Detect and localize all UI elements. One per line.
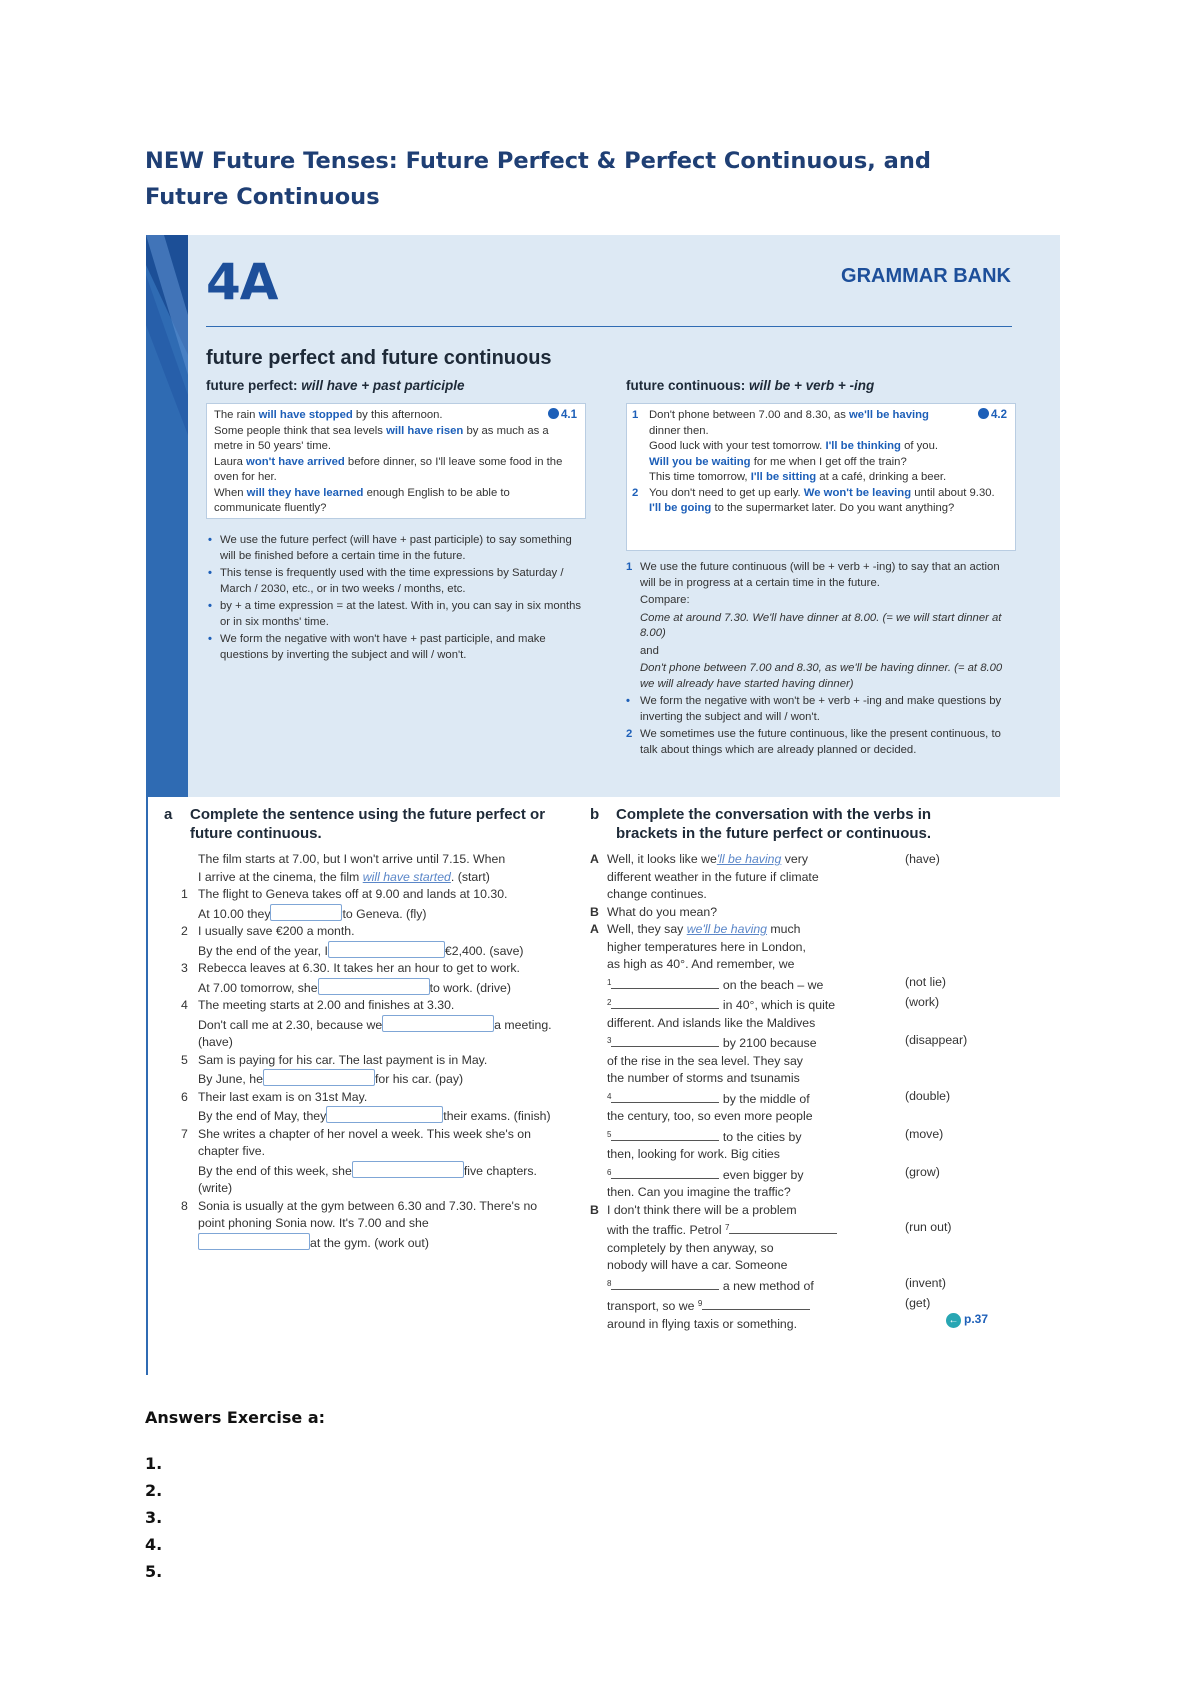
answer-input[interactable] xyxy=(611,976,719,989)
exercise-a-items xyxy=(164,851,564,1252)
line-text: nobody will have a car. Someone xyxy=(607,1258,788,1272)
list-item xyxy=(181,1126,564,1198)
list-item xyxy=(181,960,564,997)
future-continuous-rules xyxy=(626,560,1016,760)
example-sentence xyxy=(649,501,1008,517)
list-item xyxy=(181,886,564,923)
line-text: change continues. xyxy=(607,887,707,901)
example-sentence xyxy=(649,470,1008,486)
verb-hint: (double) xyxy=(905,1088,951,1103)
answer-input[interactable] xyxy=(611,1090,719,1103)
conversation-line xyxy=(607,1257,1010,1275)
rule-text: Come at around 7.30. We'll have dinner at 8.00. (= we will start dinner at 8.00) xyxy=(640,611,1002,639)
rule-number: 2 xyxy=(626,728,633,740)
speaker-label: A xyxy=(590,922,599,936)
example-text: enough English to be able to communicate fluently? xyxy=(214,486,510,514)
conversation-line xyxy=(590,921,1010,939)
item-number: 6 xyxy=(181,1089,188,1104)
example-sentence xyxy=(632,408,939,439)
example-highlight: Will you be waiting xyxy=(649,455,751,468)
answer-input[interactable] xyxy=(352,1161,464,1178)
item-text: Sonia is usually at the gym between 6.30 and 7.30. There's no point phoning Sonia now. It's 7.00 and she xyxy=(198,1198,538,1230)
example-text: before dinner, so I'll leave some food in the oven for her. xyxy=(214,455,563,483)
answer-input[interactable] xyxy=(611,1034,719,1047)
conversation-line xyxy=(607,1164,1010,1185)
speaker-icon xyxy=(978,408,989,419)
answer-line[interactable]: 3. xyxy=(145,1508,163,1527)
item-text: By June, he xyxy=(198,1072,263,1086)
answer-input[interactable] xyxy=(702,1297,810,1310)
future-perfect-examples xyxy=(206,403,586,519)
rule-item xyxy=(626,644,1016,660)
line-text: much xyxy=(767,922,801,936)
subtitle-prefix: future continuous: xyxy=(626,378,749,393)
answer-line[interactable]: 1. xyxy=(145,1454,163,1473)
conversation-line xyxy=(607,1240,1010,1258)
conversation-line xyxy=(607,974,1010,995)
document-title: NEW Future Tenses: Future Perfect & Perfect Continuous, and Future Continuous xyxy=(145,148,931,210)
item-text: At 7.00 tomorrow, she xyxy=(198,980,318,995)
example-text: Don't phone between 7.00 and 8.30, as xyxy=(649,409,850,421)
conversation-line xyxy=(607,869,1010,887)
exercise-b-instruction xyxy=(590,805,956,843)
answer-line[interactable]: 2. xyxy=(145,1481,163,1500)
item-number: 7 xyxy=(181,1126,188,1141)
item-text: By the end of May, they xyxy=(198,1109,327,1123)
speaker-label: B xyxy=(590,904,599,919)
unit-number: 4A xyxy=(206,253,278,311)
speaker-icon xyxy=(548,408,559,419)
example-highlight: We won't be leaving xyxy=(803,486,912,499)
line-text: on the beach – we xyxy=(719,977,824,992)
conversation-line xyxy=(607,1184,1010,1202)
exercise-a xyxy=(164,805,564,1252)
example-number: 1 xyxy=(632,409,639,421)
subtitle-prefix: future perfect: xyxy=(206,378,302,393)
example-sentence xyxy=(649,455,1008,471)
example-sentence xyxy=(214,486,578,517)
item-text: Sam is paying for his car. The last payment is in May. xyxy=(198,1052,488,1067)
line-text: to the cities by xyxy=(719,1129,802,1144)
example-highlight: I'll be thinking xyxy=(825,440,901,452)
example-sentence xyxy=(214,455,578,486)
answer-input[interactable] xyxy=(270,904,342,921)
example-text: Some people think that sea levels xyxy=(214,424,387,437)
list-item xyxy=(181,1089,564,1126)
line-text: by the middle of xyxy=(719,1091,810,1106)
rule-item: • by + a time expression = at the latest. With in, you can say in six months or in six months' time. xyxy=(206,599,586,630)
answer-input[interactable] xyxy=(611,1277,719,1290)
line-text: then. Can you imagine the traffic? xyxy=(607,1185,791,1199)
answers-title: Answers Exercise a: xyxy=(145,1408,326,1427)
conversation-line xyxy=(607,1146,1010,1164)
verb-hint: (not lie) xyxy=(905,974,947,989)
conversation-line xyxy=(607,1108,1010,1126)
verb-hint: (move) xyxy=(905,1126,944,1141)
instruction-text: Complete the conversation with the verbs in brackets in the future perfect or continuous. xyxy=(616,806,932,842)
line-text: completely by then anyway, so xyxy=(607,1240,774,1255)
answer-input[interactable] xyxy=(382,1015,494,1032)
rule-number: • xyxy=(626,695,630,707)
back-arrow-icon: ← xyxy=(946,1313,961,1328)
exercise-label: b xyxy=(590,806,600,823)
rule-item: • This tense is frequently used with the time expressions by Saturday / March / 2030, etc., or in two weeks / months, etc. xyxy=(206,566,586,597)
item-text: I usually save €200 a month. xyxy=(198,924,355,938)
answer-input[interactable] xyxy=(326,1106,443,1123)
list-item xyxy=(181,1198,564,1253)
conversation-line xyxy=(590,904,1010,922)
item-text: Don't call me at 2.30, because we xyxy=(198,1017,383,1032)
item-text: five chapters. (write) xyxy=(198,1163,537,1195)
answer-input[interactable] xyxy=(318,978,430,995)
item-text: The flight to Geneva takes off at 9.00 and lands at 10.30. xyxy=(198,887,508,901)
answer-input[interactable] xyxy=(729,1221,837,1234)
item-text: By the end of this week, she xyxy=(198,1163,352,1178)
verb-hint: (grow) xyxy=(905,1164,940,1179)
answers-list xyxy=(145,1450,162,1585)
future-perfect-rules xyxy=(206,533,586,665)
rule-item xyxy=(626,694,1016,725)
item-text: The meeting starts at 2.00 and finishes at 3.30. xyxy=(198,998,455,1012)
verb-hint: (invent) xyxy=(905,1275,947,1290)
line-text: around in flying taxis or something. xyxy=(607,1316,798,1331)
line-text: even bigger by xyxy=(719,1167,804,1182)
item-text: I arrive at the cinema, the film xyxy=(198,869,363,884)
item-number: 5 xyxy=(181,1052,188,1067)
example-text: You don't need to get up early. xyxy=(649,486,804,499)
example-highlight: will they have learned xyxy=(246,486,364,499)
rule-item: • We form the negative with won't have + past participle, and make questions by inverting the subject and will / won't. xyxy=(206,632,586,663)
gap-number: 5 xyxy=(607,1129,612,1139)
line-text: different weather in the future if climate xyxy=(607,869,819,884)
line-text: higher temperatures here in London, xyxy=(607,939,806,954)
list-item xyxy=(181,1052,564,1089)
item-text: The film starts at 7.00, but I won't arrive until 7.15. When xyxy=(198,852,506,866)
item-number: 1 xyxy=(181,887,188,901)
rule-text: and xyxy=(640,644,659,657)
conversation-line xyxy=(590,1202,1010,1220)
rule-item xyxy=(626,560,1016,591)
conversation-line xyxy=(607,994,1010,1015)
line-text: the century, too, so even more people xyxy=(607,1109,813,1123)
example-item xyxy=(181,851,564,886)
line-text: as high as 40°. And remember, we xyxy=(607,957,795,971)
item-text: Rebecca leaves at 6.30. It takes her an hour to get to work. xyxy=(198,961,520,975)
conversation-line xyxy=(607,886,1010,904)
item-number: 8 xyxy=(181,1198,188,1213)
line-text: I don't think there will be a problem xyxy=(607,1202,797,1217)
gap-number: 8 xyxy=(607,1278,612,1288)
rule-item xyxy=(626,661,1016,692)
answer-input[interactable] xyxy=(611,996,719,1009)
verb-hint: (get) xyxy=(905,1296,931,1310)
example-answer: we'll be having xyxy=(686,922,768,936)
example-highlight: I'll be sitting xyxy=(750,471,817,483)
verb-hint: (work) xyxy=(905,995,940,1009)
example-highlight: I'll be going xyxy=(649,502,712,514)
item-text: At 10.00 they xyxy=(198,906,271,921)
answer-input[interactable] xyxy=(611,1166,719,1179)
item-text: to Geneva. (fly) xyxy=(342,906,427,921)
grammar-bank-label: GRAMMAR BANK xyxy=(841,265,1011,287)
example-text: Laura xyxy=(214,455,247,468)
conversation-line xyxy=(607,1015,1010,1033)
section-title: future perfect and future continuous xyxy=(206,347,552,369)
instruction-text: Complete the sentence using the future perfect or future continuous. xyxy=(190,806,546,842)
speaker-label: A xyxy=(590,852,599,866)
example-sentence xyxy=(214,424,578,455)
future-continuous-examples xyxy=(626,403,1016,551)
rule-item xyxy=(626,727,1016,758)
rule-text: We sometimes use the future continuous, like the present continuous, to talk about things which are already planned or decided. xyxy=(640,728,1001,756)
item-text: €2,400. (save) xyxy=(444,943,524,958)
future-continuous-subtitle xyxy=(626,378,874,393)
decorative-stripe xyxy=(146,235,188,797)
line-text: a new method of xyxy=(719,1278,814,1293)
line-text: transport, so we xyxy=(607,1299,698,1313)
conversation-line xyxy=(607,939,1010,957)
example-text: The rain xyxy=(214,409,259,421)
item-text: By the end of the year, I xyxy=(198,943,328,958)
example-sentence xyxy=(649,439,1008,455)
subtitle-form: will be + verb + -ing xyxy=(748,378,875,393)
item-text: . (start) xyxy=(450,869,490,884)
audio-track-4-2[interactable] xyxy=(978,408,1007,424)
subtitle-form: will have + past participle xyxy=(301,378,465,393)
gap-number: 7 xyxy=(725,1223,730,1232)
example-text: until about 9.30. xyxy=(911,486,995,499)
line-text: very xyxy=(781,852,809,866)
verb-hint: (have) xyxy=(905,852,940,866)
conversation-line xyxy=(590,851,1010,869)
rule-item: • We use the future perfect (will have + past participle) to say something will be finished before a certain time in the future. xyxy=(206,533,586,564)
audio-number: 4.2 xyxy=(991,409,1007,421)
stripe-graphic xyxy=(146,235,188,797)
gap-number: 1 xyxy=(607,977,612,987)
conversation xyxy=(590,851,1010,1333)
conversation-line xyxy=(607,1053,1010,1071)
rule-item xyxy=(626,593,1016,609)
exercise-b xyxy=(590,805,1010,1333)
exercise-a-instruction xyxy=(164,805,564,843)
gap-number: 4 xyxy=(607,1091,612,1101)
answer-line[interactable]: 5. xyxy=(145,1562,163,1581)
item-text: their exams. (finish) xyxy=(443,1109,551,1123)
conversation-line xyxy=(607,1032,1010,1053)
line-text: by 2100 because xyxy=(719,1036,817,1050)
example-answer: will have started xyxy=(362,869,451,884)
conversation-line xyxy=(607,956,1010,974)
conversation-line xyxy=(607,1070,1010,1088)
item-number: 2 xyxy=(181,924,188,938)
rule-number: 1 xyxy=(626,561,633,573)
grammar-bank-panel xyxy=(146,235,1060,797)
answer-input[interactable] xyxy=(611,1128,719,1141)
example-sentence xyxy=(632,486,1008,502)
example-text: dinner then. xyxy=(649,424,709,437)
example-text: This time tomorrow, xyxy=(649,471,751,483)
item-text: at the gym. (work out) xyxy=(310,1235,429,1250)
list-item xyxy=(181,923,564,960)
example-text: by as much as a metre in 50 years' time. xyxy=(214,424,549,452)
conversation-line xyxy=(607,1275,1010,1296)
example-text: When xyxy=(214,486,247,499)
line-text: Well, they say xyxy=(607,922,687,936)
example-text: at a café, drinking a beer. xyxy=(816,471,947,483)
future-perfect-subtitle xyxy=(206,378,464,393)
answer-input[interactable] xyxy=(198,1233,310,1250)
item-text: She writes a chapter of her novel a week. This week she's on chapter five. xyxy=(198,1126,531,1158)
line-text: the number of storms and tsunamis xyxy=(607,1071,800,1085)
gap-number: 6 xyxy=(607,1167,612,1177)
item-text: to work. (drive) xyxy=(429,980,511,995)
rule-text: We use the future continuous (will be + verb + -ing) to say that an action will be in progress at a certain time in the future. xyxy=(640,561,1000,589)
line-text: in 40°, which is quite xyxy=(719,998,836,1012)
exercise-label: a xyxy=(164,806,173,823)
margin-line xyxy=(146,797,148,1375)
item-text: a meeting. (have) xyxy=(198,1017,552,1049)
gap-number: 3 xyxy=(607,1036,612,1045)
page-reference-link[interactable] xyxy=(946,1312,988,1328)
item-number: 3 xyxy=(181,961,188,975)
example-highlight: will have stopped xyxy=(258,409,353,421)
rule-text: Compare: xyxy=(640,594,690,606)
verb-hint: (disappear) xyxy=(905,1033,968,1047)
item-text: for his car. (pay) xyxy=(374,1072,464,1086)
verb-hint: (run out) xyxy=(905,1220,952,1234)
answer-line[interactable]: 4. xyxy=(145,1535,163,1554)
example-text: by this afternoon. xyxy=(352,409,443,421)
line-text: different. And islands like the Maldives xyxy=(607,1015,816,1030)
conversation-line xyxy=(607,1126,1010,1147)
example-text: Good luck with your test tomorrow. xyxy=(649,440,826,452)
gap-number: 9 xyxy=(697,1299,703,1308)
example-text: to the supermarket later. Do you want anything? xyxy=(711,502,955,514)
divider xyxy=(206,326,1012,327)
audio-number: 4.1 xyxy=(561,409,577,421)
page-ref-text: p.37 xyxy=(964,1312,989,1326)
conversation-line xyxy=(607,1219,1010,1240)
rule-item xyxy=(626,611,1016,642)
example-sentence xyxy=(214,408,514,424)
item-number: 4 xyxy=(181,998,188,1012)
gap-number: 2 xyxy=(607,998,612,1007)
example-highlight: will have risen xyxy=(386,424,464,437)
answer-input[interactable] xyxy=(328,941,445,958)
rule-text: Don't phone between 7.00 and 8.30, as we'll be having dinner. (= at 8.00 we will already have started having dinner) xyxy=(640,662,1003,690)
rule-text: We form the negative with won't be + verb + -ing and make questions by inverting the subject and will / won't. xyxy=(640,695,1002,723)
line-text: of the rise in the sea level. They say xyxy=(607,1053,803,1068)
line-text: with the traffic. Petrol xyxy=(607,1223,726,1237)
item-text: Their last exam is on 31st May. xyxy=(198,1089,368,1104)
example-highlight: won't have arrived xyxy=(246,455,345,468)
conversation-line xyxy=(607,1088,1010,1109)
line-text: Well, it looks like we xyxy=(607,852,717,866)
line-text: then, looking for work. Big cities xyxy=(607,1147,780,1161)
answer-input[interactable] xyxy=(263,1069,375,1086)
speaker-label: B xyxy=(590,1202,599,1217)
example-number: 2 xyxy=(632,486,639,499)
example-text: for me when I get off the train? xyxy=(750,455,907,468)
example-text: of you. xyxy=(900,440,938,452)
list-item xyxy=(181,997,564,1052)
example-answer: 'll be having xyxy=(716,852,782,866)
grammar-bank-image xyxy=(146,235,1060,1375)
audio-track-4-1[interactable] xyxy=(548,408,577,424)
line-text: What do you mean? xyxy=(607,904,718,919)
example-highlight: we'll be having xyxy=(849,409,929,421)
